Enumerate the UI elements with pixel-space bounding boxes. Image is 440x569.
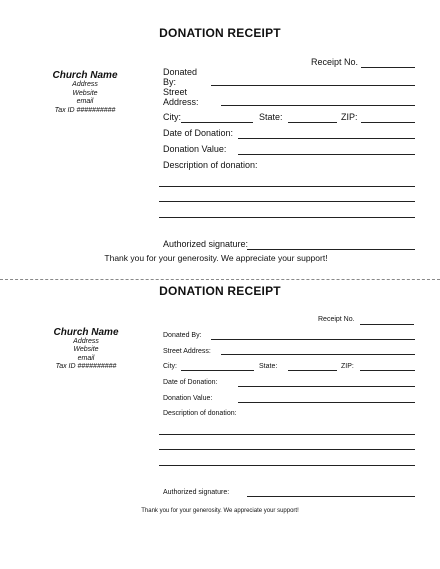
receipt-title: DONATION RECEIPT (159, 284, 281, 298)
church-info (40, 70, 130, 115)
date-label: Date of Donation: (163, 379, 218, 386)
description-label: Description of donation: (163, 410, 237, 417)
city-field[interactable] (181, 122, 253, 123)
church-tax-id: Tax ID ########## (54, 106, 116, 114)
church-email: email (76, 98, 94, 105)
by-label: By: (163, 77, 177, 87)
church-website: Website (72, 89, 98, 97)
value-field[interactable] (238, 154, 415, 155)
zip-field[interactable] (361, 122, 415, 123)
description-line-1[interactable] (159, 434, 415, 435)
cut-line (0, 279, 440, 280)
church-website: Website (73, 346, 99, 354)
signature-field[interactable] (247, 496, 415, 497)
description-label: Description of donation: (163, 160, 258, 170)
receipt-number-label: Receipt No. (318, 316, 355, 323)
value-label: Donation Value: (163, 395, 213, 402)
signature-field[interactable] (247, 249, 415, 250)
date-label: Date of Donation: (163, 128, 234, 138)
city-label: City: (163, 363, 177, 370)
state-field[interactable] (288, 122, 337, 123)
street-address-field[interactable] (221, 354, 415, 355)
donated-by-field[interactable] (211, 339, 415, 340)
street-label: Street (163, 87, 188, 97)
street-address-label: Street Address: (163, 348, 211, 355)
church-name: Church Name (53, 327, 119, 338)
city-label: City: (163, 112, 181, 122)
description-line-2[interactable] (159, 201, 415, 202)
street-address-field[interactable] (221, 105, 415, 106)
state-label: State: (259, 363, 278, 370)
description-line-2[interactable] (159, 449, 415, 450)
zip-field[interactable] (360, 370, 415, 371)
church-name: Church Name (52, 70, 118, 81)
address-label: Address: (163, 97, 199, 107)
thank-you-text: Thank you for your generosity. We appreciate your support! (141, 508, 299, 514)
donated-by-label: Donated By: (163, 332, 202, 339)
zip-label: ZIP: (341, 363, 354, 370)
date-field[interactable] (238, 138, 415, 139)
city-field[interactable] (181, 370, 254, 371)
receipt-number-label: Receipt No. (311, 57, 359, 67)
church-email: email (77, 354, 95, 362)
state-field[interactable] (288, 370, 337, 371)
church-address: Address (73, 338, 99, 345)
description-line-3[interactable] (159, 217, 415, 218)
thank-you-text: Thank you for your generosity. We appreciate your support! (104, 253, 328, 263)
date-field[interactable] (238, 386, 415, 387)
description-line-3[interactable] (159, 465, 415, 466)
signature-label: Authorized signature: (163, 239, 249, 249)
state-label: State: (259, 112, 283, 122)
church-tax-id: Tax ID ########## (55, 362, 117, 370)
church-address: Address (72, 81, 98, 88)
donated-by-field[interactable] (211, 85, 415, 86)
church-info (41, 327, 131, 371)
donated-label: Donated (163, 67, 198, 77)
description-line-1[interactable] (159, 186, 415, 187)
value-field[interactable] (238, 402, 415, 403)
signature-label: Authorized signature: (163, 489, 230, 496)
value-label: Donation Value: (163, 144, 227, 154)
receipt-title: DONATION RECEIPT (159, 26, 281, 40)
receipt-number-field[interactable] (361, 67, 415, 68)
zip-label: ZIP: (341, 112, 358, 122)
receipt-number-field[interactable] (360, 324, 414, 325)
